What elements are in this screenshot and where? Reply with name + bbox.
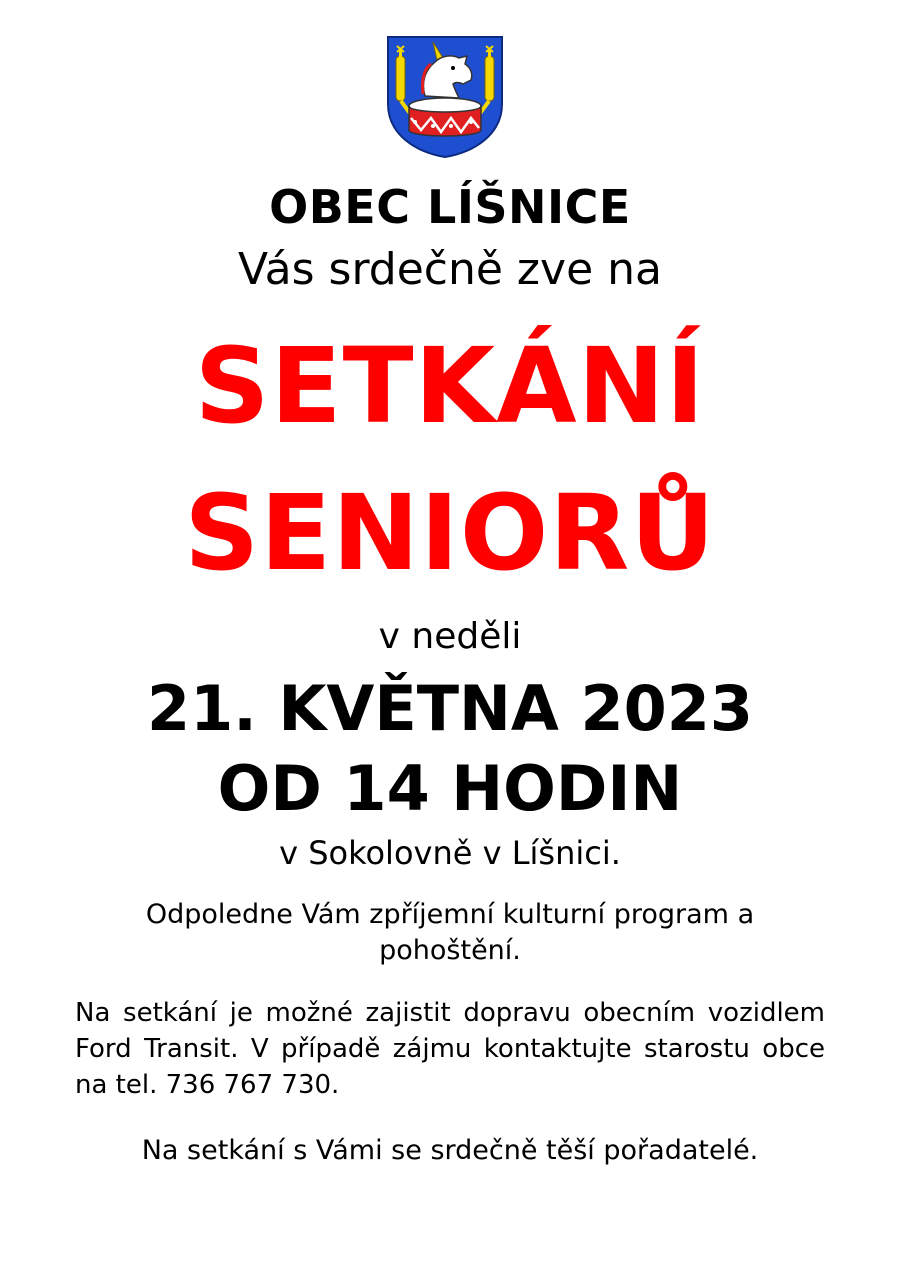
invitation-text: Vás srdečně zve na xyxy=(238,244,662,295)
transport-paragraph: Na setkání je možné zajistit dopravu obecním vozidlem Ford Transit. V případě zájmu kontaktujte starostu obce na tel. 736 767 730. xyxy=(75,998,825,1100)
event-title-line2: SENIORŮ xyxy=(184,472,716,594)
event-title-line1: SETKÁNÍ xyxy=(194,325,706,447)
event-weekday: v neděli xyxy=(378,616,522,657)
municipality-name: OBEC LÍŠNICE xyxy=(269,180,631,234)
event-venue: v Sokolovně v Líšnici. xyxy=(279,834,621,872)
drum-icon xyxy=(409,98,481,136)
event-date: 21. KVĚTNA 2023 xyxy=(146,672,754,745)
closing-paragraph: Na setkání s Vámi se srdečně těší pořadatelé. xyxy=(141,1135,759,1166)
coat-of-arms-icon xyxy=(385,34,505,160)
program-paragraph: Odpoledne Vám zpříjemní kulturní program a pohoštění. xyxy=(145,899,755,966)
event-time: OD 14 HODIN xyxy=(217,752,683,825)
